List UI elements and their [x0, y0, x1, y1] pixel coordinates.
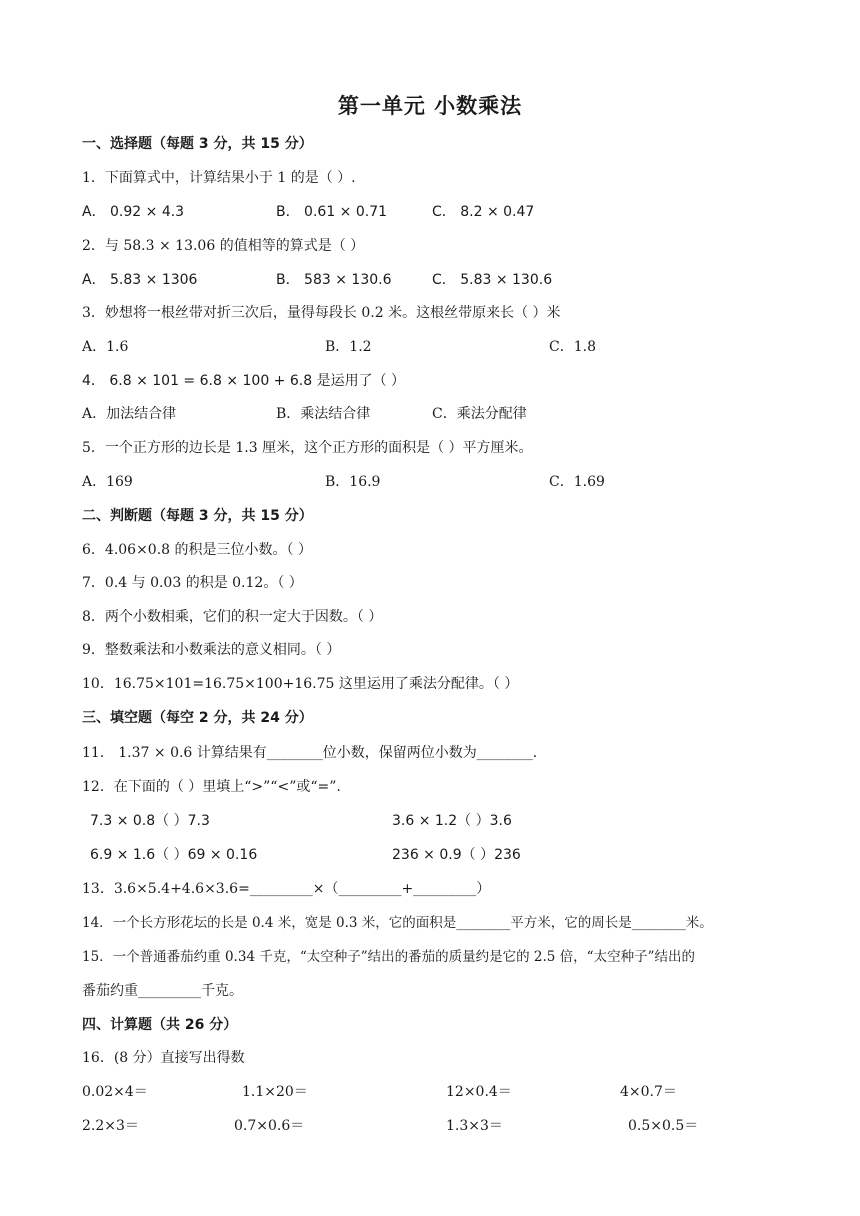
question-5: 5．一个正方形的边长是 1.3 厘米，这个正方形的面积是（ ）平方厘米。	[82, 440, 533, 456]
section-heading-fill: 三、填空题（每空 2 分，共 24 分）	[82, 710, 313, 726]
q5-option-a: A．169	[82, 474, 133, 490]
question-8: 8．两个小数相乘，它们的积一定大于因数。（ ）	[82, 609, 383, 625]
q4-option-b: B．乘法结合律	[276, 406, 371, 422]
q2-option-b: B． 583 × 130.6	[276, 272, 392, 288]
q12-compare-3: 6.9 × 1.6（ ）69 × 0.16	[90, 847, 258, 863]
question-15-line-1: 15．一个普通番茄约重 0.34 千克，“太空种子”结出的番茄的质量约是它的 2.5 倍，“太空种子”结出的	[82, 949, 695, 965]
q1-option-c: C． 8.2 × 0.47	[432, 204, 535, 220]
calc-item: 0.5×0.5＝	[628, 1118, 699, 1134]
question-4: 4． 6.8 × 101 = 6.8 × 100 + 6.8 是运用了（ ）	[82, 373, 406, 389]
question-16: 16．(8 分）直接写出得数	[82, 1050, 245, 1066]
q12-compare-1: 7.3 × 0.8（ ）7.3	[90, 813, 210, 829]
q12-compare-4: 236 × 0.9（ ）236	[392, 847, 521, 863]
question-7: 7．0.4 与 0.03 的积是 0.12。（ ）	[82, 575, 303, 591]
question-1: 1．下面算式中，计算结果小于 1 的是（ ）.	[82, 170, 356, 186]
q4-option-a: A．加法结合律	[82, 406, 177, 422]
question-9: 9．整数乘法和小数乘法的意义相同。（ ）	[82, 642, 341, 658]
page-title: 第一单元 小数乘法	[337, 94, 523, 118]
calc-item: 4×0.7＝	[620, 1084, 677, 1100]
q5-option-b: B．16.9	[325, 474, 381, 490]
question-2: 2．与 58.3 × 13.06 的值相等的算式是（ ）	[82, 238, 365, 254]
section-heading-choice: 一、选择题（每题 3 分，共 15 分）	[82, 136, 313, 152]
calc-item: 0.7×0.6＝	[234, 1118, 305, 1134]
q1-option-a: A． 0.92 × 4.3	[82, 204, 185, 220]
question-11: 11． 1.37 × 0.6 计算结果有________位小数，保留两位小数为________.	[82, 745, 538, 761]
q3-option-b: B．1.2	[325, 339, 372, 355]
question-10: 10．16.75×101=16.75×100+16.75 这里运用了乘法分配律。（ ）	[82, 676, 519, 692]
q2-option-a: A． 5.83 × 1306	[82, 272, 198, 288]
section-heading-calc: 四、计算题（共 26 分）	[82, 1017, 238, 1033]
q5-option-c: C．1.69	[549, 474, 605, 490]
calc-item: 1.3×3＝	[446, 1118, 503, 1134]
q4-option-c: C．乘法分配律	[432, 406, 527, 422]
question-14: 14．一个长方形花坛的长是 0.4 米，宽是 0.3 米，它的面积是________平方米，它的周长是________米。	[82, 915, 713, 931]
question-15-line-2: 番茄约重_________千克。	[82, 983, 243, 999]
question-3: 3．妙想将一根丝带对折三次后，量得每段长 0.2 米。这根丝带原来长（ ）米	[82, 305, 561, 321]
calc-item: 0.02×4＝	[82, 1084, 148, 1100]
question-13: 13．3.6×5.4+4.6×3.6=_________×（_________+_________）	[82, 881, 491, 897]
calc-item: 2.2×3＝	[82, 1118, 139, 1134]
calc-item: 12×0.4＝	[446, 1084, 512, 1100]
q2-option-c: C． 5.83 × 130.6	[432, 272, 553, 288]
q3-option-c: C．1.8	[549, 339, 596, 355]
question-12: 12．在下面的（ ）里填上“>”“<”或“=”.	[82, 779, 341, 795]
question-6: 6．4.06×0.8 的积是三位小数。（ ）	[82, 542, 312, 558]
section-heading-judge: 二、判断题（每题 3 分，共 15 分）	[82, 508, 313, 524]
q3-option-a: A．1.6	[82, 339, 129, 355]
q1-option-b: B． 0.61 × 0.71	[276, 204, 388, 220]
calc-item: 1.1×20＝	[242, 1084, 308, 1100]
q12-compare-2: 3.6 × 1.2（ ）3.6	[392, 813, 512, 829]
